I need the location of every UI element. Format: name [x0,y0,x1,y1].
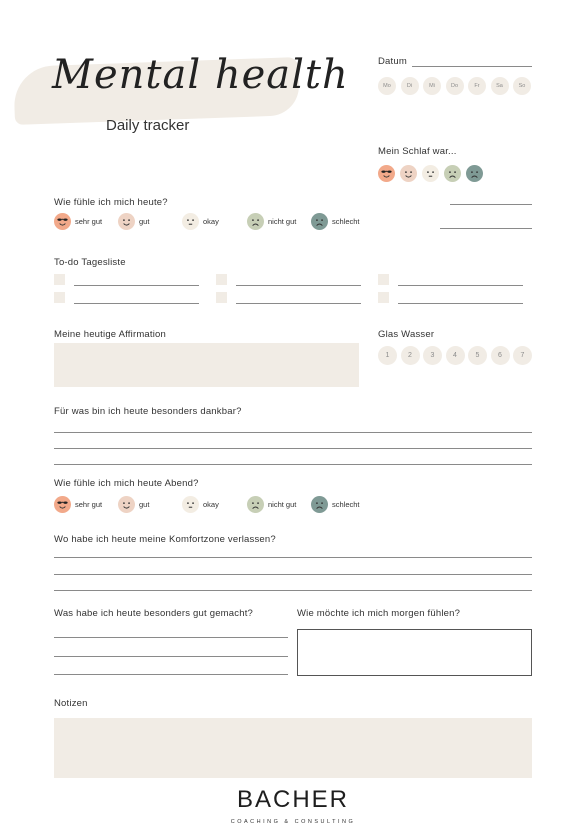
todo-line[interactable] [398,303,523,304]
water-glass-dot[interactable]: 2 [401,346,420,365]
notes-label: Notizen [54,698,88,709]
not-good-face-icon[interactable] [247,213,264,230]
bad-face-icon[interactable] [311,496,328,513]
tomorrow-label: Wie möchte ich mich morgen fühlen? [297,608,461,619]
extra-line[interactable] [440,228,532,229]
okay-face-icon[interactable] [182,496,199,513]
comfort-line[interactable] [54,557,532,558]
todo-line[interactable] [236,285,361,286]
todo-checkbox[interactable] [54,274,65,285]
mood-option-label: nicht gut [268,500,297,509]
weekday-dot[interactable]: Fr [468,77,486,95]
date-label: Datum [378,56,407,67]
todo-label: To-do Tagesliste [54,257,126,268]
good-label: Was habe ich heute besonders gut gemacht? [54,608,254,619]
gratitude-label: Für was bin ich heute besonders dankbar? [54,406,242,417]
water-glass-dot[interactable]: 6 [491,346,510,365]
comfort-label: Wo habe ich heute meine Komfortzone verlassen? [54,534,276,545]
very-good-face-icon[interactable] [378,165,395,182]
page-title: Mental health [52,52,349,98]
mood-option-label: sehr gut [75,500,103,509]
todo-checkbox[interactable] [378,274,389,285]
tomorrow-box[interactable] [297,629,532,676]
brand-logo: BACHER [236,786,350,813]
good-line[interactable] [54,674,288,675]
weekday-dot[interactable]: Mi [423,77,441,95]
mood-morning-label: Wie fühle ich mich heute? [54,197,168,208]
good-face-icon[interactable] [400,165,417,182]
mood-option-label: sehr gut [75,217,103,226]
good-line[interactable] [54,637,288,638]
water-label: Glas Wasser [378,329,435,340]
gratitude-line[interactable] [54,464,532,465]
very-good-face-icon[interactable] [54,496,71,513]
mood-option-label: schlecht [332,500,360,509]
sleep-label: Mein Schlaf war... [378,146,457,157]
weekday-dot[interactable]: So [513,77,531,95]
todo-line[interactable] [398,285,523,286]
water-glass-dot[interactable]: 4 [446,346,465,365]
date-line[interactable] [412,66,532,67]
todo-checkbox[interactable] [54,292,65,303]
extra-line[interactable] [450,204,532,205]
todo-line[interactable] [236,303,361,304]
good-face-icon[interactable] [118,213,135,230]
weekday-dot[interactable]: Di [401,77,419,95]
todo-checkbox[interactable] [216,274,227,285]
water-glass-dot[interactable]: 7 [513,346,532,365]
todo-checkbox[interactable] [378,292,389,303]
okay-face-icon[interactable] [422,165,439,182]
mood-option-label: gut [139,217,150,226]
very-good-face-icon[interactable] [54,213,71,230]
not-good-face-icon[interactable] [444,165,461,182]
comfort-line[interactable] [54,574,532,575]
affirmation-label: Meine heutige Affirmation [54,329,167,340]
water-glass-dot[interactable]: 1 [378,346,397,365]
weekday-dot[interactable]: Do [446,77,464,95]
todo-checkbox[interactable] [216,292,227,303]
mood-option-label: okay [203,217,219,226]
mood-option-label: schlecht [332,217,360,226]
brand-tagline: COACHING & CONSULTING [230,819,356,825]
comfort-line[interactable] [54,590,532,591]
page-subtitle: Daily tracker [106,117,190,134]
bad-face-icon[interactable] [466,165,483,182]
mood-option-label: gut [139,500,150,509]
mood-option-label: okay [203,500,219,509]
weekday-dot[interactable]: Mo [378,77,396,95]
affirmation-box[interactable] [54,343,359,387]
water-glass-dot[interactable]: 3 [423,346,442,365]
water-glass-dot[interactable]: 5 [468,346,487,365]
weekday-dot[interactable]: Sa [491,77,509,95]
mood-evening-label: Wie fühle ich mich heute Abend? [54,478,199,489]
okay-face-icon[interactable] [182,213,199,230]
todo-line[interactable] [74,285,199,286]
mood-option-label: nicht gut [268,217,297,226]
good-face-icon[interactable] [118,496,135,513]
notes-box[interactable] [54,718,532,778]
good-line[interactable] [54,656,288,657]
gratitude-line[interactable] [54,432,532,433]
not-good-face-icon[interactable] [247,496,264,513]
todo-line[interactable] [74,303,199,304]
gratitude-line[interactable] [54,448,532,449]
bad-face-icon[interactable] [311,213,328,230]
